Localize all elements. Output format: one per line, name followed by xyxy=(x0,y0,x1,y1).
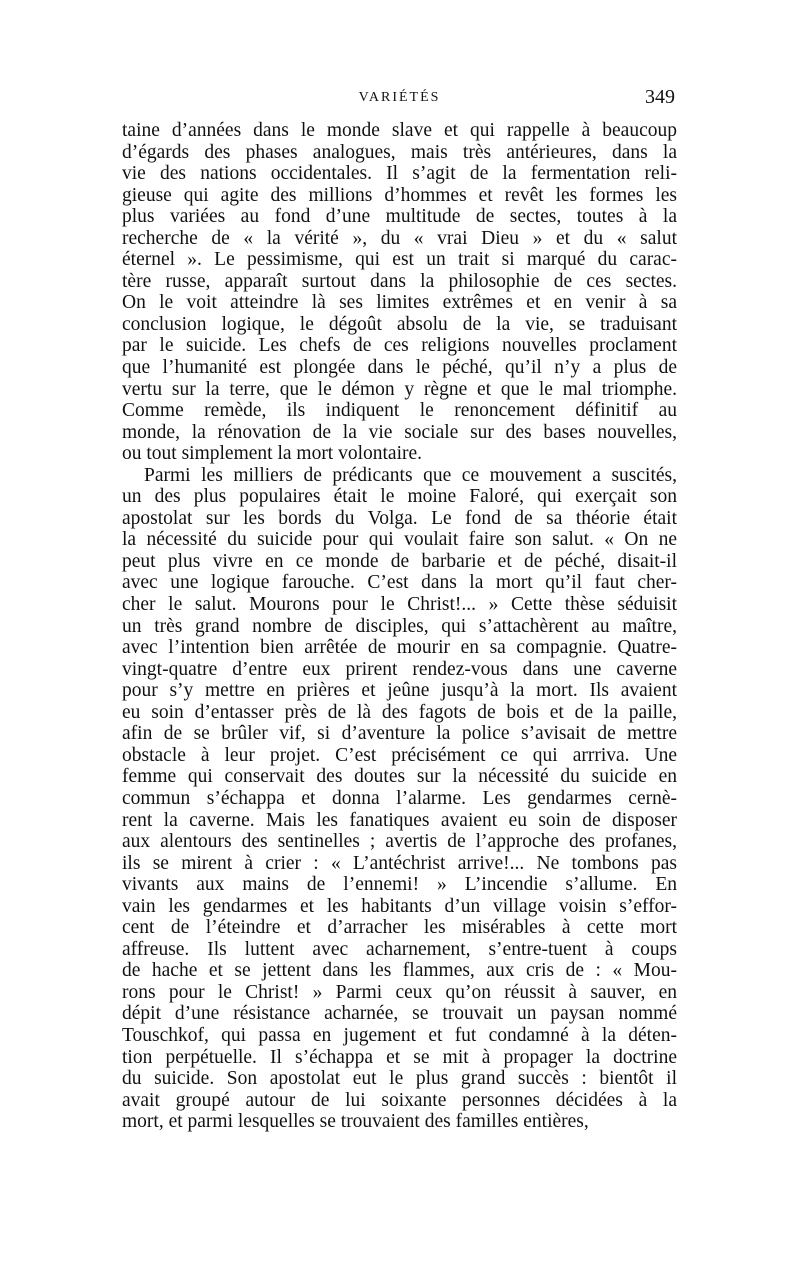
text-line: cher le salut. Mourons pour le Christ!... » Cette thèse séduisit xyxy=(122,594,677,616)
text-line: conclusion logique, le dégoût absolu de la vie, se traduisant xyxy=(122,313,677,335)
text-line: mort, et parmi lesquelles se trouvaient des familles entières, xyxy=(122,1111,589,1133)
text-line: vingt-quatre d’entre eux prirent rendez-vous dans une caverne xyxy=(122,658,677,680)
text-line: ou tout simplement la mort volontaire. xyxy=(122,443,423,465)
text-line: commun s’échappa et donna l’alarme. Les gendarmes cernè- xyxy=(122,787,677,809)
text-line: avait groupé autour de lui soixante personnes décidées à la xyxy=(122,1089,677,1111)
paragraph xyxy=(122,120,677,465)
body-text xyxy=(122,120,677,1133)
text-line: rons pour le Christ! » Parmi ceux qu’on réussit à sauver, en xyxy=(122,981,677,1003)
text-line: obstacle à leur projet. C’est précisément ce qui arrriva. Une xyxy=(122,744,677,766)
running-head xyxy=(122,86,677,112)
text-line: vain les gendarmes et les habitants d’un village voisin s’effor- xyxy=(122,895,677,917)
text-line: d’égards des phases analogues, mais très antérieures, dans la xyxy=(122,141,677,163)
text-line: affreuse. Ils luttent avec acharnement, s’entre-tuent à coups xyxy=(122,938,677,960)
text-line: vie des nations occidentales. Il s’agit de la fermentation reli- xyxy=(122,163,677,185)
text-line: vivants aux mains de l’ennemi! » L’incendie s’allume. En xyxy=(122,874,677,896)
text-line: On le voit atteindre là ses limites extrêmes et en venir à sa xyxy=(122,292,677,314)
text-line: monde, la rénovation de la vie sociale sur des bases nouvelles, xyxy=(122,421,677,443)
text-line: eu soin d’entasser près de là des fagots de bois et de la paille, xyxy=(122,701,677,723)
text-line: apostolat sur les bords du Volga. Le fond de sa théorie était xyxy=(122,507,677,529)
text-line: Comme remède, ils indiquent le renoncement définitif au xyxy=(122,400,677,422)
text-line: la nécessité du suicide pour qui voulait faire son salut. « On ne xyxy=(122,529,677,551)
text-line: plus variées au fond d’une multitude de sectes, toutes à la xyxy=(122,206,677,228)
text-line: un des plus populaires était le moine Faloré, qui exerçait son xyxy=(122,486,677,508)
text-line: avec l’intention bien arrêtée de mourir en sa compagnie. Quatre- xyxy=(122,637,677,659)
text-line: ils se mirent à crier : « L’antéchrist arrive!... Ne tombons pas xyxy=(122,852,677,874)
text-line: de hache et se jettent dans les flammes, aux cris de : « Mou- xyxy=(122,960,677,982)
text-line: peut plus vivre en ce monde de barbarie et de péché, disait-il xyxy=(122,550,677,572)
text-line: cent de l’éteindre et d’arracher les misérables à cette mort xyxy=(122,917,677,939)
text-line: vertu sur la terre, que le démon y règne et que le mal triomphe. xyxy=(122,378,677,400)
running-title: VARIÉTÉS xyxy=(358,90,441,105)
text-line: Parmi les milliers de prédicants que ce mouvement a suscités, xyxy=(144,464,677,486)
text-line: du suicide. Son apostolat eut le plus grand succès : bientôt il xyxy=(122,1068,677,1090)
text-line: aux alentours des sentinelles ; avertis de l’approche des profanes, xyxy=(122,831,677,853)
text-line: recherche de « la vérité », du « vrai Dieu » et du « salut xyxy=(122,227,677,249)
text-line: avec une logique farouche. C’est dans la mort qu’il faut cher- xyxy=(122,572,677,594)
page-number: 349 xyxy=(645,86,675,108)
text-line: tion perpétuelle. Il s’échappa et se mit à propager la doctrine xyxy=(122,1046,677,1068)
text-line: femme qui conservait des doutes sur la nécessité du suicide en xyxy=(122,766,677,788)
text-line: tère russe, apparaît surtout dans la philosophie de ces sectes. xyxy=(122,270,677,292)
text-line: rent la caverne. Mais les fanatiques avaient eu soin de disposer xyxy=(122,809,677,831)
text-line: afin de se brûler vif, si d’aventure la police s’avisait de mettre xyxy=(122,723,677,745)
paragraph xyxy=(122,465,677,1133)
text-line: un très grand nombre de disciples, qui s’attachèrent au maître, xyxy=(122,615,677,637)
text-line: que l’humanité est plongée dans le péché, qu’il n’y a plus de xyxy=(122,357,677,379)
text-line: Touschkof, qui passa en jugement et fut condamné à la déten- xyxy=(122,1024,677,1046)
text-line: taine d’années dans le monde slave et qui rappelle à beaucoup xyxy=(122,120,677,141)
text-line: par le suicide. Les chefs de ces religions nouvelles proclament xyxy=(122,335,677,357)
text-line: gieuse qui agite des millions d’hommes et revêt les formes les xyxy=(122,184,677,206)
text-line: éternel ». Le pessimisme, qui est un trait si marqué du carac- xyxy=(122,249,677,271)
text-line: dépit d’une résistance acharnée, se trouvait un paysan nommé xyxy=(122,1003,677,1025)
text-line: pour s’y mettre en prières et jeûne jusqu’à la mort. Ils avaient xyxy=(122,680,677,702)
